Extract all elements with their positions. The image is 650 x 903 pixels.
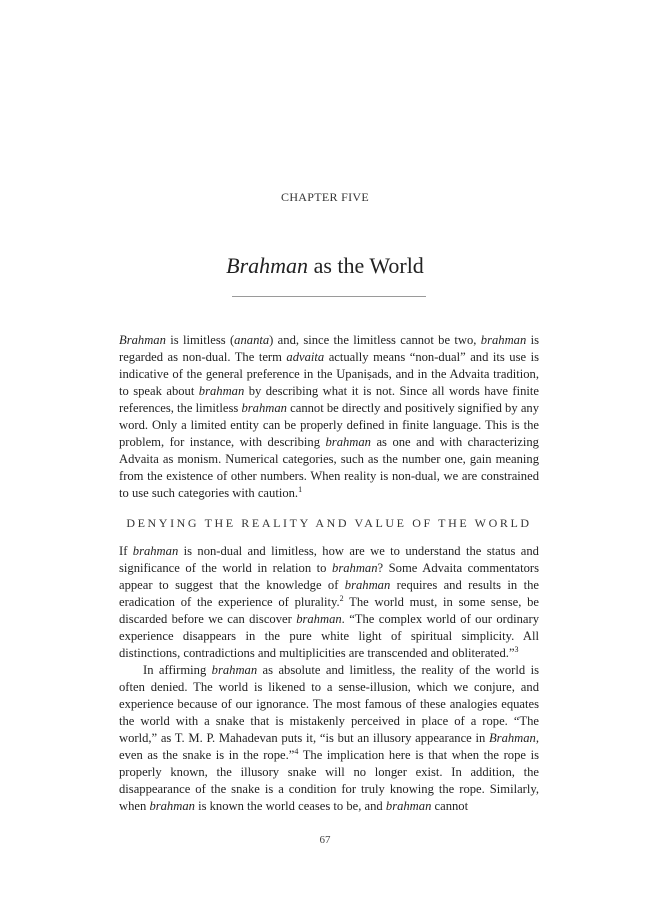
text-run: by describing what it is not. Since all words have finite references, the limitless	[119, 384, 539, 415]
italic-term: advaita	[286, 350, 325, 364]
chapter-title	[0, 253, 650, 279]
italic-term: brahman	[211, 663, 258, 677]
text-run: is limitless (	[165, 333, 235, 347]
text-run: is known the world ceases to be, and	[194, 799, 386, 813]
text-run: ? Some Advaita commentators appear to suggest that the knowledge of	[119, 561, 539, 592]
italic-term: brahman	[296, 612, 342, 626]
italic-term: brahman	[198, 384, 245, 398]
italic-term: brahman	[325, 435, 371, 449]
section-heading: DENYING THE REALITY AND VALUE OF THE WORLD	[126, 516, 532, 530]
text-run: The implication here is that when the rope is properly known, the illusory snake will no longer exist. In addition, the disappearance of the snake is a condition for truly knowing the rope. Similarly, when	[119, 748, 539, 813]
section-body	[119, 543, 539, 815]
text-run: requires and results in the eradication of the experience of plurality.	[119, 578, 539, 609]
italic-term: brahman	[480, 333, 527, 347]
italic-term: brahman	[344, 578, 391, 592]
footnote-ref: 2	[339, 593, 344, 603]
footnote-ref: 1	[298, 484, 303, 494]
intro-body	[119, 332, 539, 502]
text-run: as one and with characterizing Advaita as monism. Numerical categories, such as the number one, gain meaning from the existence of other numbers. When reality is non-dual, we are constrained to use such categories with caution.	[119, 435, 539, 500]
page-number: 67	[319, 834, 331, 846]
text-run: as absolute and limitless, the reality of the world is often denied. The world is likened to a sense-illusion, which we conjure, and experience because of our ignorance. The most famous of these analogies equates the world with a snake that is mistakenly perceived in place of a rope. “The world,” as T. M. P. Mahadevan puts it, “is but an illusory appearance in	[119, 663, 539, 745]
text-run: In affirming	[143, 663, 212, 677]
chapter-title-rest: as the World	[308, 253, 424, 278]
italic-term: ananta	[234, 333, 270, 347]
text-run: is non-dual and limitless, how are we to understand the status and significance of the world in relation to	[119, 544, 539, 575]
text-run: cannot	[431, 799, 469, 813]
text-run: even as the snake is in the rope.”	[119, 748, 295, 762]
paragraph-1	[119, 332, 539, 502]
footnote-ref: 3	[514, 644, 519, 654]
paragraph-2	[119, 543, 539, 662]
italic-term: brahman	[132, 544, 179, 558]
footnote-ref: 4	[294, 746, 299, 756]
chapter-title-italic: Brahman	[226, 253, 309, 278]
text-run: If	[119, 544, 133, 558]
italic-term: brahman	[332, 561, 378, 575]
italic-term: Brahman	[119, 333, 166, 347]
paragraph-3	[119, 662, 539, 815]
italic-term: brahman	[241, 401, 287, 415]
text-run: . “The complex world of our ordinary experience disappears in the pure white light of spiritual simplicity. All distinctions, contradictions and multiplicities are transcended and obliterated.”	[119, 612, 539, 660]
italic-term: Brahman,	[488, 731, 539, 745]
text-run: cannot be directly and positively signified by any word. Only a limited entity can be properly defined in finite language. This is the problem, for instance, with describing	[119, 401, 539, 449]
italic-term: brahman	[149, 799, 195, 813]
chapter-label: CHAPTER FIVE	[281, 190, 369, 204]
text-run: ) and, since the limitless cannot be two,	[269, 333, 481, 347]
title-divider	[232, 296, 426, 297]
text-run: The world must, in some sense, be discarded before we can discover	[119, 595, 539, 626]
italic-term: brahman	[385, 799, 432, 813]
text-run: actually means “non-dual” and its use is indicative of the general preference in the Upaniṣads, and in the Advaita tradition, to speak about	[119, 350, 539, 398]
text-run: is regarded as non-dual. The term	[119, 333, 539, 364]
